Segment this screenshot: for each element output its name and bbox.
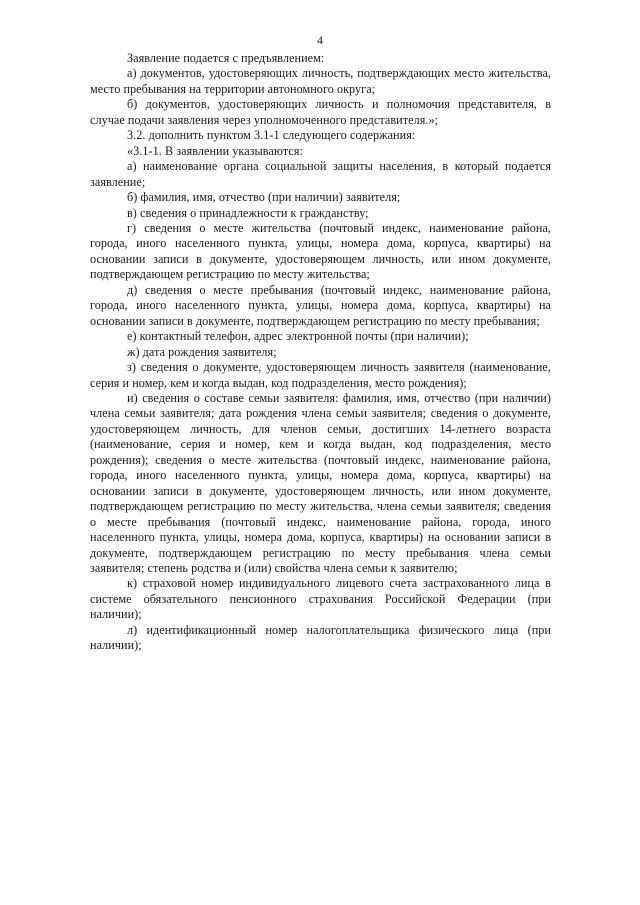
paragraph-item-l: л) идентификационный номер налогоплательщика физического лица (при наличии); — [90, 622, 551, 653]
paragraph-item-e: е) контактный телефон, адрес электронной почты (при наличии); — [127, 329, 469, 344]
paragraph-item-z: з) сведения о документе, удостоверяющем личность заявителя (наименование, серия и номер, кем и когда выдан, код подразделения, место рождения); — [90, 360, 551, 390]
paragraph-item-g: г) сведения о месте жительства (почтовый индекс, наименование района, города, иного населенного пункта, улицы, номера дома, корпуса, квартиры) на основании записи в документе, удостоверяющем личность, или ином документе, подтверждающем регистрацию по месту жительства; — [90, 220, 551, 282]
paragraph-clause-3-1-1: «3.1-1. В заявлении указываются: — [127, 143, 303, 158]
paragraph-item-b: б) фамилия, имя, отчество (при наличии) заявителя; — [127, 190, 401, 205]
paragraph-item-zh: ж) дата рождения заявителя; — [127, 344, 277, 359]
paragraph-item-v: в) сведения о принадлежности к гражданству; — [127, 205, 369, 220]
paragraph-item-b-documents: б) документов, удостоверяющих личность и полномочия представителя, в случае подачи заявления через уполномоченного представителя.»; — [90, 97, 551, 127]
paragraph-amendment-3-2: 3.2. дополнить пунктом 3.1-1 следующего содержания: — [127, 128, 416, 143]
paragraph-item-i: и) сведения о составе семьи заявителя: фамилия, имя, отчество (при наличии) члена семьи заявителя; дата рождения члена семьи заявителя; сведения о документе, удостоверяющем личность, для членов семьи, достигших 14-летнего возраста (наименование, серия и номер, кем и когда выдан, код подразделения, место рождения); сведения о месте жительства (почтовый индекс, наименование района, города, иного населенного пункта, улицы, номера дома, корпуса, квартиры) на основании записи в документе, удостоверяющем личность, или ином документе, подтверждающем регистрацию по месту жительства, члена семьи заявителя; сведения о месте пребывания (почтовый индекс, наименование района, города, иного населенного пункта, улицы, номера дома, корпуса, квартиры) на основании записи в документе, подтверждающем регистрацию по месту пребывания члена семьи заявителя; степень родства и (или) свойства члена семьи к заявителю; — [90, 390, 551, 575]
paragraph-item-a: а) наименование органа социальной защиты населения, в который подается заявление; — [90, 159, 551, 189]
paragraph-item-k: к) страховой номер индивидуального лицевого счета застрахованного лица в системе обязательного пенсионного страхования Российской Федерации (при наличии); — [90, 576, 551, 622]
paragraph-item-d: д) сведения о месте пребывания (почтовый индекс, наименование района, города, иного населенного пункта, улицы, номера дома, корпуса, квартиры) на основании записи в документе, подтверждающем регистрацию по месту пребывания; — [90, 282, 551, 328]
paragraph-intro: Заявление подается с предъявлением: — [127, 51, 325, 65]
paragraph-item-a-documents: а) документов, удостоверяющих личность, подтверждающих место жительства, место пребывания на территории автономного округа; — [90, 66, 551, 96]
document-body — [90, 51, 551, 654]
page-number: 4 — [317, 33, 323, 47]
